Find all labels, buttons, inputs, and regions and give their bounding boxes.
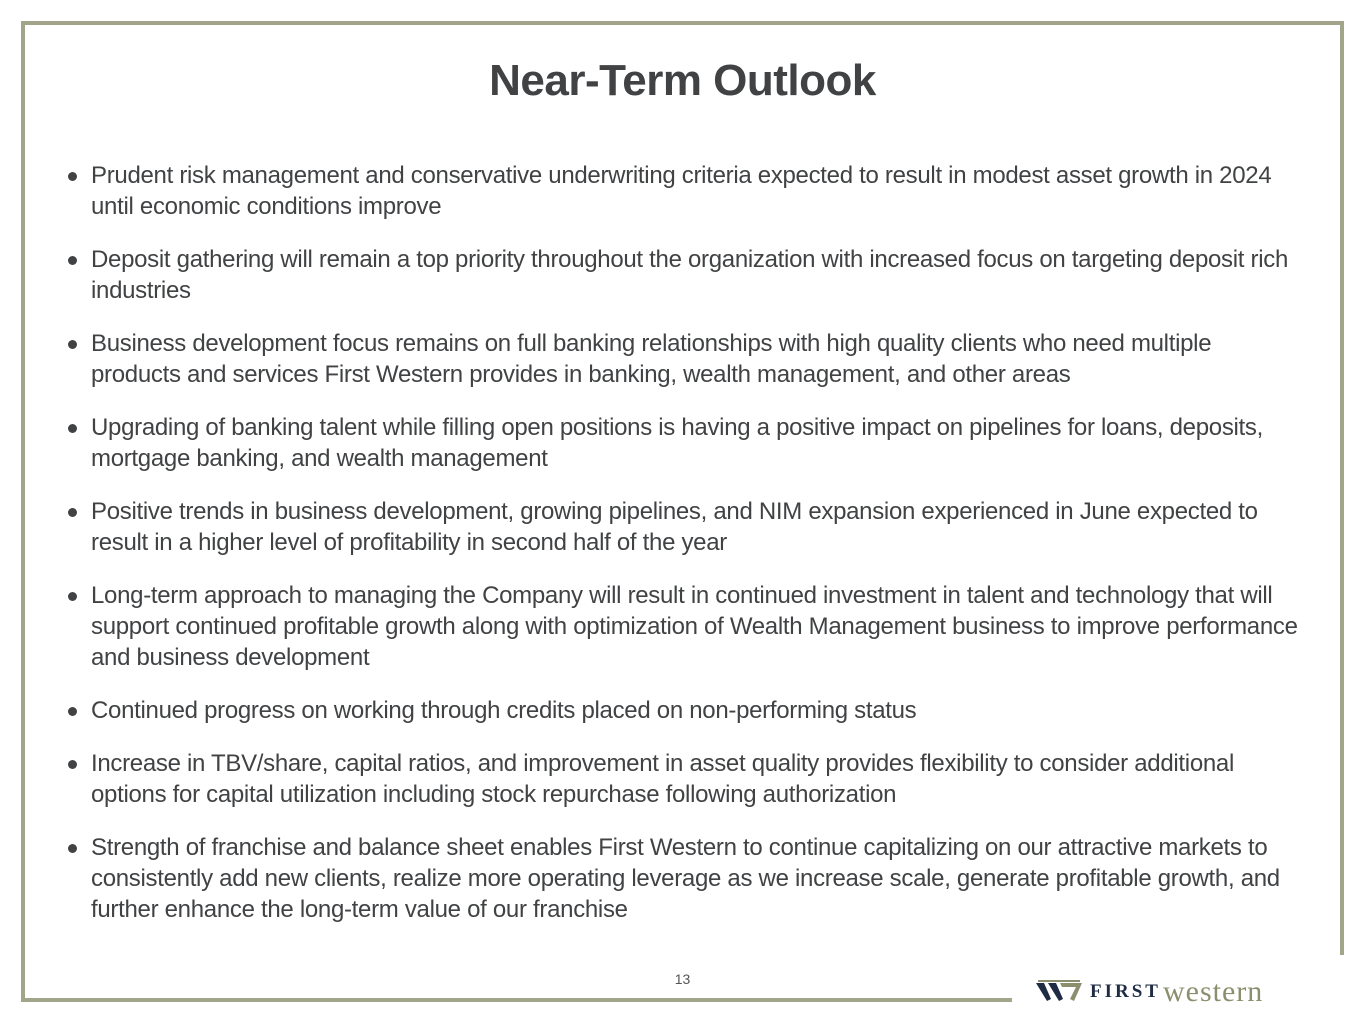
first-western-logo xyxy=(1036,974,1346,1010)
bullet-dot-icon xyxy=(68,760,77,769)
bullet-text: Strength of franchise and balance sheet enables First Western to continue capitalizing on our attractive markets to consistently add new clients, realize more operating leverage as we increase scale, generate profitable growth, and further enhance the long-term value of our franchise xyxy=(91,834,1280,923)
bullet-dot-icon xyxy=(68,592,77,601)
bullet-dot-icon xyxy=(68,844,77,853)
bullet-item xyxy=(66,160,1301,222)
bullet-item xyxy=(66,496,1301,558)
bullet-text: Positive trends in business development, growing pipelines, and NIM expansion experienced in June expected to result in a higher level of profitability in second half of the year xyxy=(91,498,1258,556)
bullet-item xyxy=(66,832,1301,925)
bullet-item xyxy=(66,695,1301,726)
bullet-text: Long-term approach to managing the Company will result in continued investment in talent and technology that will support continued profitable growth along with optimization of Wealth Management business to improve performance and business development xyxy=(91,582,1298,671)
bullet-text: Upgrading of banking talent while filling open positions is having a positive impact on pipelines for loans, deposits, mortgage banking, and wealth management xyxy=(91,414,1263,472)
bullet-dot-icon xyxy=(68,172,77,181)
slide-frame-left xyxy=(21,21,25,1002)
bullet-dot-icon xyxy=(68,508,77,517)
bullet-list xyxy=(66,160,1301,947)
bullet-text: Increase in TBV/share, capital ratios, and improvement in asset quality provides flexibility to consider additional options for capital utilization including stock repurchase following authorization xyxy=(91,750,1234,808)
bullet-item xyxy=(66,244,1301,306)
slide-title: Near-Term Outlook xyxy=(489,56,876,105)
bullet-text: Business development focus remains on full banking relationships with high quality clients who need multiple products and services First Western provides in banking, wealth management, and other areas xyxy=(91,330,1212,388)
page-number: 13 xyxy=(674,971,691,987)
bullet-dot-icon xyxy=(68,340,77,349)
logo-word-first: FIRST xyxy=(1090,981,1161,1002)
bullet-text: Prudent risk management and conservative underwriting criteria expected to result in modest asset growth in 2024 until economic conditions improve xyxy=(91,162,1272,220)
bullet-item xyxy=(66,580,1301,673)
slide-frame-right xyxy=(1340,21,1344,955)
bullet-item xyxy=(66,328,1301,390)
bullet-item xyxy=(66,748,1301,810)
bullet-text: Deposit gathering will remain a top priority throughout the organization with increased focus on targeting deposit rich industries xyxy=(91,246,1288,304)
bullet-dot-icon xyxy=(68,256,77,265)
bullet-text: Continued progress on working through credits placed on non-performing status xyxy=(91,697,917,724)
slide-frame-top xyxy=(21,21,1344,25)
bullet-item xyxy=(66,412,1301,474)
bullet-dot-icon xyxy=(68,424,77,433)
logo-word-western: western xyxy=(1162,975,1264,1008)
bullet-dot-icon xyxy=(68,707,77,716)
first-western-w-logo-icon xyxy=(1036,979,1082,1005)
slide-frame-bottom xyxy=(21,998,1012,1002)
